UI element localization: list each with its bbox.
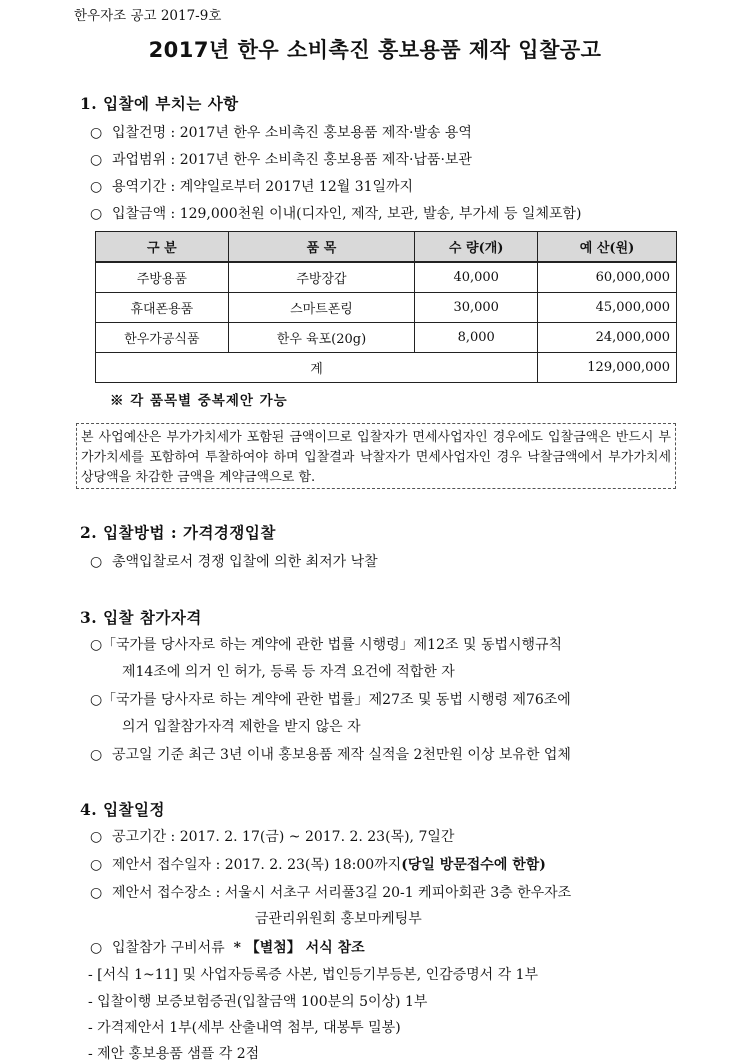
list-item <box>90 122 472 142</box>
bullet-icon: ○ <box>90 125 103 141</box>
list-item <box>90 882 571 902</box>
table-cell: 주방용품 <box>96 262 229 293</box>
section-1-title: 1. 입찰에 부치는 사항 <box>80 94 239 113</box>
document-item: - 가격제안서 1부(세부 산출내역 첨부, 대봉투 밀봉) <box>88 1020 401 1036</box>
item-text: 총액입찰로서 경쟁 입찰에 의한 최저가 낙찰 <box>112 554 378 570</box>
table-cell: 휴대폰용품 <box>96 293 229 323</box>
total-value: 129,000,000 <box>538 353 677 383</box>
document-item: - [서식 1~11] 및 사업자등록증 사본, 법인등기부등본, 인감증명서 각 1부 <box>88 967 539 983</box>
list-item <box>90 634 562 654</box>
document-item: - 입찰이행 보증보험증권(입찰금액 100분의 5이상) 1부 <box>88 994 428 1010</box>
item-text: 용역기간 : 계약일로부터 2017년 12월 31일까지 <box>112 179 414 195</box>
bullet-icon: ○ <box>90 747 103 763</box>
list-item <box>90 203 582 223</box>
item-text: 제안서 접수일자 : 2017. 2. 23(목) 18:00까지 <box>112 857 402 873</box>
item-text: 공고일 기준 최근 3년 이내 홍보용품 제작 실적을 2천만원 이상 보유한 업체 <box>112 747 571 763</box>
item-continuation: 금관리위원회 홍보마케팅부 <box>255 911 422 927</box>
table-cell: 60,000,000 <box>538 262 677 293</box>
table-total-row <box>96 353 677 383</box>
total-label: 계 <box>96 353 538 383</box>
item-text: 공고기간 : 2017. 2. 17(금) ~ 2017. 2. 23(목), 7일간 <box>112 829 455 845</box>
bullet-icon: ○ <box>90 857 103 873</box>
table-cell: 주방장갑 <box>228 262 415 293</box>
item-text: 입찰금액 : 129,000천원 이내(디자인, 제작, 보관, 발송, 부가세 등 일체포함) <box>112 206 582 222</box>
table-cell: 45,000,000 <box>538 293 677 323</box>
section-2-title: 2. 입찰방법 : 가격경쟁입찰 <box>80 523 276 542</box>
table-cell: 한우가공식품 <box>96 323 229 353</box>
table-cell: 8,000 <box>415 323 538 353</box>
item-text: 제안서 접수장소 : 서울시 서초구 서리풀3길 20-1 케피아회관 3층 한우자조 <box>112 885 572 901</box>
list-item <box>90 937 365 957</box>
bullet-icon: ○ <box>90 829 103 845</box>
item-text: 입찰참가 구비서류 <box>112 940 225 956</box>
table-row <box>96 262 677 293</box>
column-header: 수 량(개) <box>415 232 538 263</box>
table-header-row <box>96 232 677 263</box>
list-item <box>90 744 571 764</box>
attachment-reference: * 【별첨】 서식 참조 <box>233 940 365 956</box>
table-cell: 30,000 <box>415 293 538 323</box>
list-item <box>90 176 413 196</box>
item-text: 「국가를 당사자로 하는 계약에 관한 법률 시행령」제12조 및 동법시행규칙 <box>102 637 563 653</box>
list-item <box>90 854 546 874</box>
bullet-icon: ○ <box>90 940 103 956</box>
deadline-emphasis: (당일 방문접수에 한함) <box>401 857 546 873</box>
bullet-icon: ○ <box>90 554 103 570</box>
column-header: 구 분 <box>96 232 229 263</box>
list-item <box>90 149 472 169</box>
budget-table <box>95 231 677 383</box>
item-text: 「국가를 당사자로 하는 계약에 관한 법률」제27조 및 동법 시행령 제76조에 <box>102 692 571 708</box>
bullet-icon: ○ <box>90 885 103 901</box>
item-text: 입찰건명 : 2017년 한우 소비촉진 홍보용품 제작·발송 용역 <box>112 125 472 141</box>
table-row <box>96 293 677 323</box>
page-title: 2017년 한우 소비촉진 홍보용품 제작 입찰공고 <box>148 38 602 62</box>
bullet-icon: ○ <box>90 152 103 168</box>
table-cell: 40,000 <box>415 262 538 293</box>
item-text: 과업범위 : 2017년 한우 소비촉진 홍보용품 제작·납품·보관 <box>112 152 472 168</box>
vat-notice-box: 본 사업예산은 부가가치세가 포함된 금액이므로 입찰자가 면세사업자인 경우에도 입찰금액은 반드시 부가가치세를 포함하여 투찰하여야 하며 입찰결과 낙찰자가 면세사업자인 경우 낙찰금액에서 부가가치세 상당액을 차감한 금액을 계약금액으로 함. <box>76 423 676 489</box>
item-continuation: 의거 입찰참가자격 제한을 받지 않은 자 <box>122 719 361 735</box>
table-cell: 한우 육포(20g) <box>228 323 415 353</box>
table-cell: 24,000,000 <box>538 323 677 353</box>
list-item <box>90 689 571 709</box>
list-item <box>90 826 454 846</box>
column-header: 품 목 <box>228 232 415 263</box>
table-row <box>96 323 677 353</box>
duplicate-proposal-note: ※ 각 품목별 중복제안 가능 <box>110 393 288 409</box>
bullet-icon: ○ <box>90 206 103 222</box>
bullet-icon: ○ <box>90 692 103 708</box>
section-3-title: 3. 입찰 참가자격 <box>80 608 202 627</box>
bullet-icon: ○ <box>90 637 103 653</box>
list-item <box>90 551 378 571</box>
notice-number: 한우자조 공고 2017-9호 <box>74 8 222 24</box>
column-header: 예 산(원) <box>538 232 677 263</box>
document-item: - 제안 홍보용품 샘플 각 2점 <box>88 1046 260 1062</box>
item-continuation: 제14조에 의거 인 허가, 등록 등 자격 요건에 적합한 자 <box>122 664 455 680</box>
section-4-title: 4. 입찰일정 <box>80 800 165 819</box>
bullet-icon: ○ <box>90 179 103 195</box>
table-cell: 스마트폰링 <box>228 293 415 323</box>
